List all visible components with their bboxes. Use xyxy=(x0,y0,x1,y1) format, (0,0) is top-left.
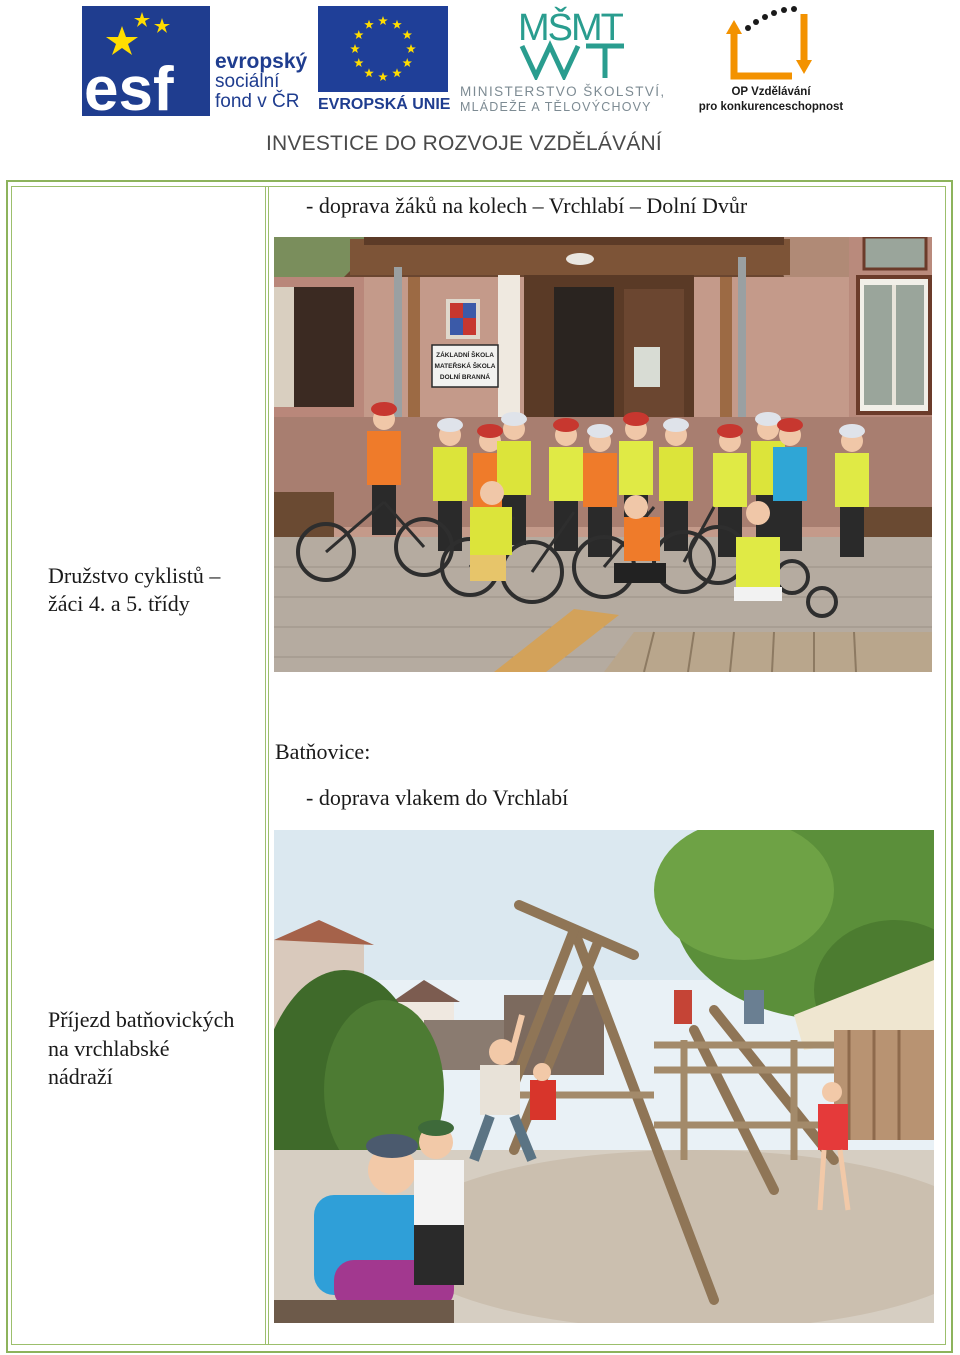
caption-cyclists: Družstvo cyklistů – žáci 4. a 5. třídy xyxy=(48,563,221,616)
photo-shape xyxy=(777,418,803,432)
photo-shape xyxy=(840,507,864,557)
photo-shape xyxy=(839,424,865,438)
photo-shape xyxy=(588,507,612,557)
photo-shape xyxy=(623,412,649,426)
photo-playground-kids xyxy=(274,830,934,1323)
photo-shape xyxy=(619,441,653,495)
op-logo xyxy=(696,4,846,116)
svg-text:ZÁKLADNÍ ŠKOLA: ZÁKLADNÍ ŠKOLA xyxy=(436,352,494,359)
photo-shape xyxy=(583,453,617,507)
svg-text:MŠMT: MŠMT xyxy=(518,7,622,49)
svg-text:MATEŘSKÁ ŠKOLA: MATEŘSKÁ ŠKOLA xyxy=(434,363,496,370)
photo-shape xyxy=(433,447,467,501)
photo-shape xyxy=(835,453,869,507)
photo-shape xyxy=(659,447,693,501)
photo-shape xyxy=(717,424,743,438)
eu-label: EVROPSKÁ UNIE xyxy=(318,96,451,113)
op-line2: pro konkurenceschopnost xyxy=(698,101,844,113)
photo-playground-image xyxy=(274,830,934,1323)
photo-shape xyxy=(477,424,503,438)
photo-cyclists-image xyxy=(274,237,932,672)
transport-bullet-train: - doprava vlakem do Vrchlabí xyxy=(306,785,569,810)
esf-logo xyxy=(82,6,307,116)
photo-shape xyxy=(773,447,807,501)
photo-shape xyxy=(663,418,689,432)
transport-bullet-bikes: - doprava žáků na kolech – Vrchlabí – Dolní Dvůr xyxy=(306,193,748,218)
photo-shape xyxy=(437,418,463,432)
caption-arrival: Příjezd batňovických na vrchlabské nádraží xyxy=(48,1007,235,1089)
place-heading-batnovice: Batňovice: xyxy=(275,739,371,764)
photo-cyclists-team xyxy=(274,237,932,672)
photo-shape xyxy=(755,412,781,426)
column-divider xyxy=(268,186,269,1344)
eu-flag-icon xyxy=(318,6,448,92)
op-line1: OP Vzdělávání xyxy=(731,86,811,98)
eu-logo xyxy=(318,6,450,116)
photo-shape xyxy=(553,418,579,432)
photo-shape xyxy=(778,501,802,551)
photo-shape xyxy=(367,431,401,485)
esf-mark-icon xyxy=(82,6,210,116)
header-logos xyxy=(0,0,960,175)
photo-shape xyxy=(713,453,747,507)
photo-shape xyxy=(371,402,397,416)
msmt-line1: MINISTERSTVO ŠKOLSTVÍ, xyxy=(460,84,666,99)
column-divider xyxy=(265,186,266,1344)
photo-shape xyxy=(587,424,613,438)
svg-text:esf: esf xyxy=(84,55,174,116)
slogan: INVESTICE DO ROZVOJE VZDĚLÁVÁNÍ xyxy=(266,132,662,155)
op-mark-icon xyxy=(726,4,812,84)
photo-shape xyxy=(549,447,583,501)
photo-shape xyxy=(664,501,688,551)
svg-text:DOLNÍ BRANNÁ: DOLNÍ BRANNÁ xyxy=(439,374,491,381)
msmt-logo xyxy=(460,4,688,116)
esf-name: evropský sociální fond v ČR xyxy=(215,50,308,112)
msmt-mark-icon xyxy=(516,4,630,80)
photo-shape xyxy=(501,412,527,426)
msmt-line2: MLÁDEŽE A TĚLOVÝCHOVY xyxy=(460,100,652,114)
